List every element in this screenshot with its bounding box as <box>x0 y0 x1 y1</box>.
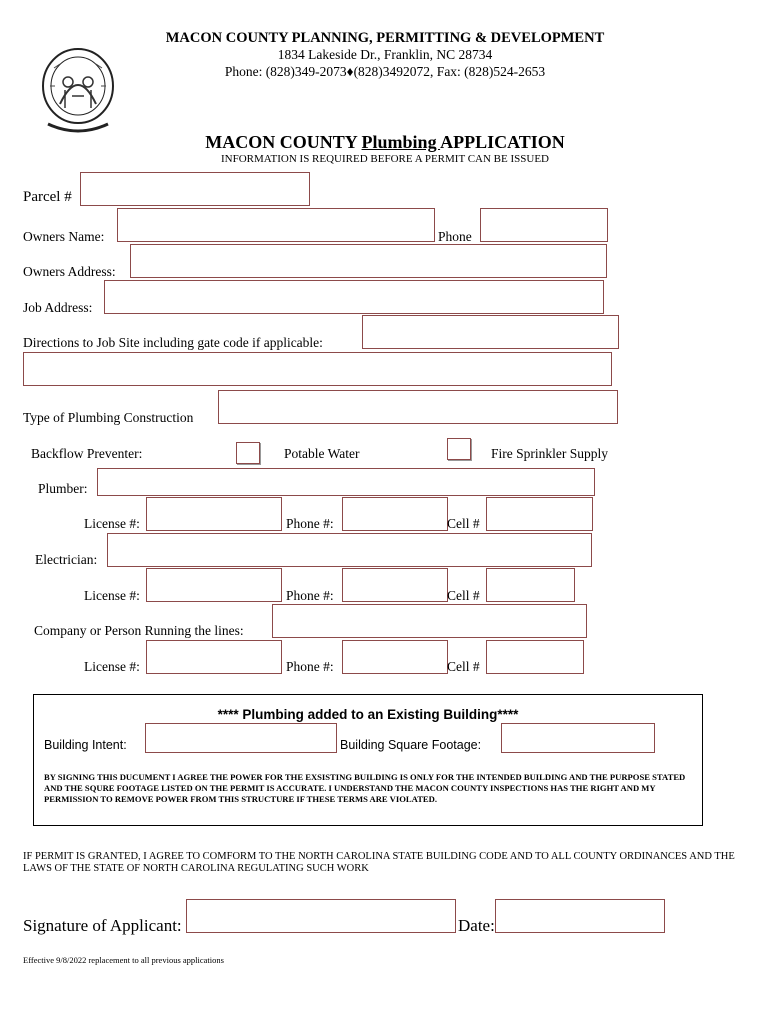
company-cell-field[interactable] <box>486 640 584 674</box>
plumber-cell-field[interactable] <box>486 497 593 531</box>
building-intent-field[interactable] <box>145 723 337 753</box>
job-address-field[interactable] <box>104 280 604 314</box>
company-label: Company or Person Running the lines: <box>34 623 244 638</box>
electrician-license-label: License #: <box>84 588 140 603</box>
electrician-phone-field[interactable] <box>342 568 448 602</box>
owner-phone-field[interactable] <box>480 208 608 242</box>
parcel-label: Parcel # <box>23 189 72 205</box>
electrician-phone-label: Phone #: <box>286 588 334 603</box>
application-subtitle: INFORMATION IS REQUIRED BEFORE A PERMIT CAN BE ISSUED <box>221 153 549 165</box>
parcel-field[interactable] <box>80 172 310 206</box>
compliance-notice: IF PERMIT IS GRANTED, I AGREE TO COMFORM TO THE NORTH CAROLINA STATE BUILDING CODE AND TO ALL COUNTY ORDINANCES AND THE LAWS OF THE STATE OF NORTH CAROLINA REGULATING SUCH WORK <box>23 851 735 874</box>
plumber-license-field[interactable] <box>146 497 282 531</box>
effective-date-footnote: Effective 9/8/2022 replacement to all previous applications <box>23 955 224 965</box>
date-field[interactable] <box>495 899 665 933</box>
potable-water-label: Potable Water <box>284 446 360 461</box>
job-address-label: Job Address: <box>23 300 93 315</box>
power-agreement-text: BY SIGNING THIS DUCUMENT I AGREE THE POWER FOR THE EXSISTING BUILDING IS ONLY FOR THE INTENDED BUILDING AND THE PURPOSE STATED AND THE SQURE FOOTAGE LISTED ON THE PERMIT IS ACCURATE. I UNDERSTAND THE MACON COUNTY INSPECTIONS HAS THE RIGHT AND MY PERMISSION TO REMOVE POWER FROM THIS STRUCTURE IF THESE TERMS ARE VIOLATED. <box>44 772 686 804</box>
company-license-label: License #: <box>84 659 140 674</box>
electrician-cell-label: Cell # <box>447 588 480 603</box>
directions-field-1[interactable] <box>362 315 619 349</box>
fire-sprinkler-label: Fire Sprinkler Supply <box>491 446 608 461</box>
electrician-cell-field[interactable] <box>486 568 575 602</box>
building-sqft-field[interactable] <box>501 723 655 753</box>
existing-building-heading: **** Plumbing added to an Existing Building**** <box>217 707 519 722</box>
plumber-label: Plumber: <box>38 481 88 496</box>
application-title: MACON COUNTY Plumbing APPLICATION <box>205 132 565 152</box>
potable-water-checkbox[interactable] <box>236 442 260 464</box>
company-phone-field[interactable] <box>342 640 448 674</box>
owners-name-label: Owners Name: <box>23 229 105 244</box>
company-phone-label: Phone #: <box>286 659 334 674</box>
company-license-field[interactable] <box>146 640 282 674</box>
directions-field-2[interactable] <box>23 352 612 386</box>
owners-address-field[interactable] <box>130 244 607 278</box>
office-contact: Phone: (828)349-2073♦(828)3492072, Fax: (828)524-2653 <box>224 64 546 79</box>
office-address: 1834 Lakeside Dr., Franklin, NC 28734 <box>277 47 493 62</box>
company-cell-label: Cell # <box>447 659 480 674</box>
electrician-field[interactable] <box>107 533 592 567</box>
plumber-field[interactable] <box>97 468 595 496</box>
directions-label: Directions to Job Site including gate code if applicable: <box>23 335 323 350</box>
owners-address-label: Owners Address: <box>23 264 116 279</box>
fire-sprinkler-checkbox[interactable] <box>447 438 471 460</box>
plumber-phone-label: Phone #: <box>286 516 334 531</box>
company-field[interactable] <box>272 604 587 638</box>
office-title: MACON COUNTY PLANNING, PERMITTING & DEVELOPMENT <box>165 30 605 46</box>
plumber-license-label: License #: <box>84 516 140 531</box>
owners-name-field[interactable] <box>117 208 435 242</box>
plumber-phone-field[interactable] <box>342 497 448 531</box>
electrician-license-field[interactable] <box>146 568 282 602</box>
construction-type-label: Type of Plumbing Construction <box>23 410 194 425</box>
signature-field[interactable] <box>186 899 456 933</box>
signature-label: Signature of Applicant: <box>23 916 182 935</box>
date-label: Date: <box>458 916 495 935</box>
plumber-cell-label: Cell # <box>447 516 480 531</box>
electrician-label: Electrician: <box>35 552 98 567</box>
construction-type-field[interactable] <box>218 390 618 424</box>
backflow-label: Backflow Preventer: <box>31 446 143 461</box>
owner-phone-label: Phone <box>438 229 472 244</box>
building-intent-label: Building Intent: <box>44 738 127 752</box>
building-sqft-label: Building Square Footage: <box>340 738 482 752</box>
existing-building-panel <box>33 694 703 826</box>
